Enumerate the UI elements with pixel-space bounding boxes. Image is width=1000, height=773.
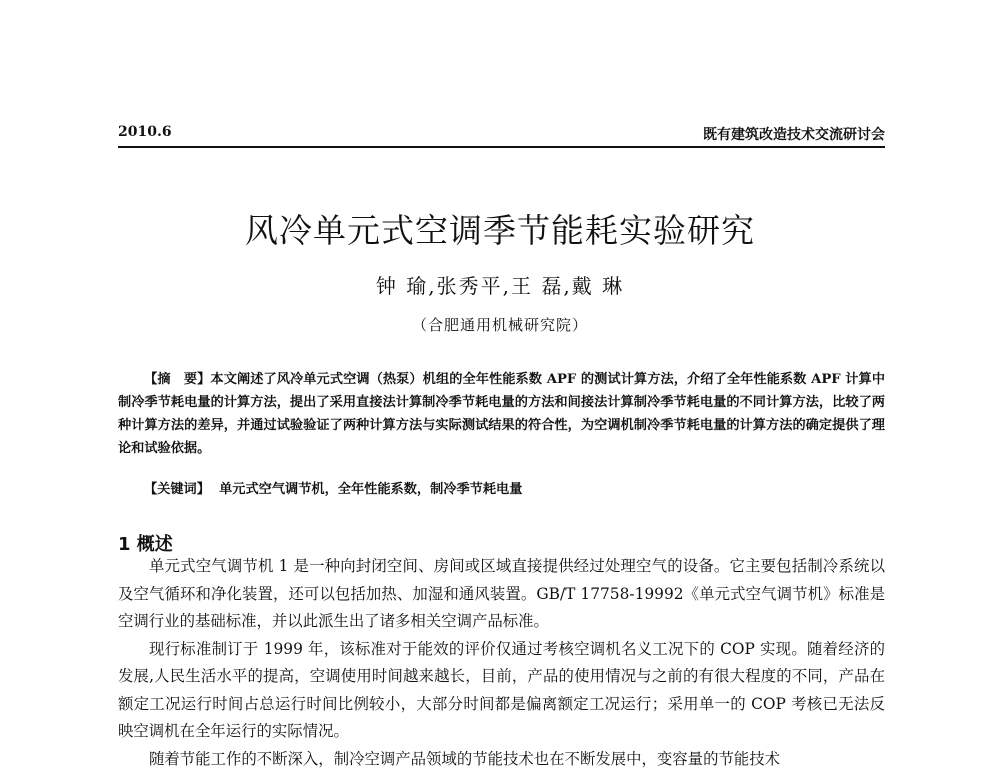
paper-title: 风冷单元式空调季节能耗实验研究 [0,205,1000,252]
body-paragraph: 单元式空气调节机 1 是一种向封闭空间、房间或区域直接提供经过处理空气的设备。它主要包括制冷系统以及空气循环和净化装置，还可以包括加热、加湿和通风装置。GB/T 17758-19992《单元式空气调节机》标准是空调行业的基础标准，并以此派生出了诸多相关空调产品标准。 [118,553,885,636]
abstract-label: 【摘 要】 [144,372,210,387]
keywords-label: 【关键词】 [144,482,210,497]
body-paragraph: 现行标准制订于 1999 年，该标准对于能效的评价仅通过考核空调机名义工况下的 COP 实现。随着经济的发展,人民生活水平的提高，空调使用时间越来越长，目前，产品的使用情况与之前的有很大程度的不同，产品在额定工况运行时间占总运行时间比例较小，大部分时间都是偏离额定工况运行；采用单一的 COP 考核已无法反映空调机在全年运行的实际情况。 [118,636,885,746]
running-header [118,124,885,148]
paper-authors: 钟 瑜,张秀平,王 磊,戴 琳 [0,270,1000,299]
body-paragraph: 随着节能工作的不断深入，制冷空调产品领域的节能技术也在不断发展中，变容量的节能技术 [118,746,885,773]
header-conference: 既有建筑改造技术交流研讨会 [703,124,885,144]
abstract [118,368,885,460]
header-date: 2010.6 [118,124,172,140]
keywords [118,478,885,501]
keywords-text: 单元式空气调节机，全年性能系数，制冷季节耗电量 [219,482,522,497]
section-heading: 1 概述 [118,530,173,556]
section-body [118,553,885,773]
paper-affiliation: （合肥通用机械研究院） [0,314,1000,335]
abstract-text: 本文阐述了风冷单元式空调（热泵）机组的全年性能系数 APF 的测试计算方法，介绍了全年性能系数 APF 计算中制冷季节耗电量的计算方法，提出了采用直接法计算制冷季节耗电量的方法和间接法计算制冷季节耗电量的不同计算方法，比较了两种计算方法的差异，并通过试验验证了两种计算方法与实际测试结果的符合性，为空调机制冷季节耗电量的计算方法的确定提供了理论和试验依据。 [118,372,885,456]
